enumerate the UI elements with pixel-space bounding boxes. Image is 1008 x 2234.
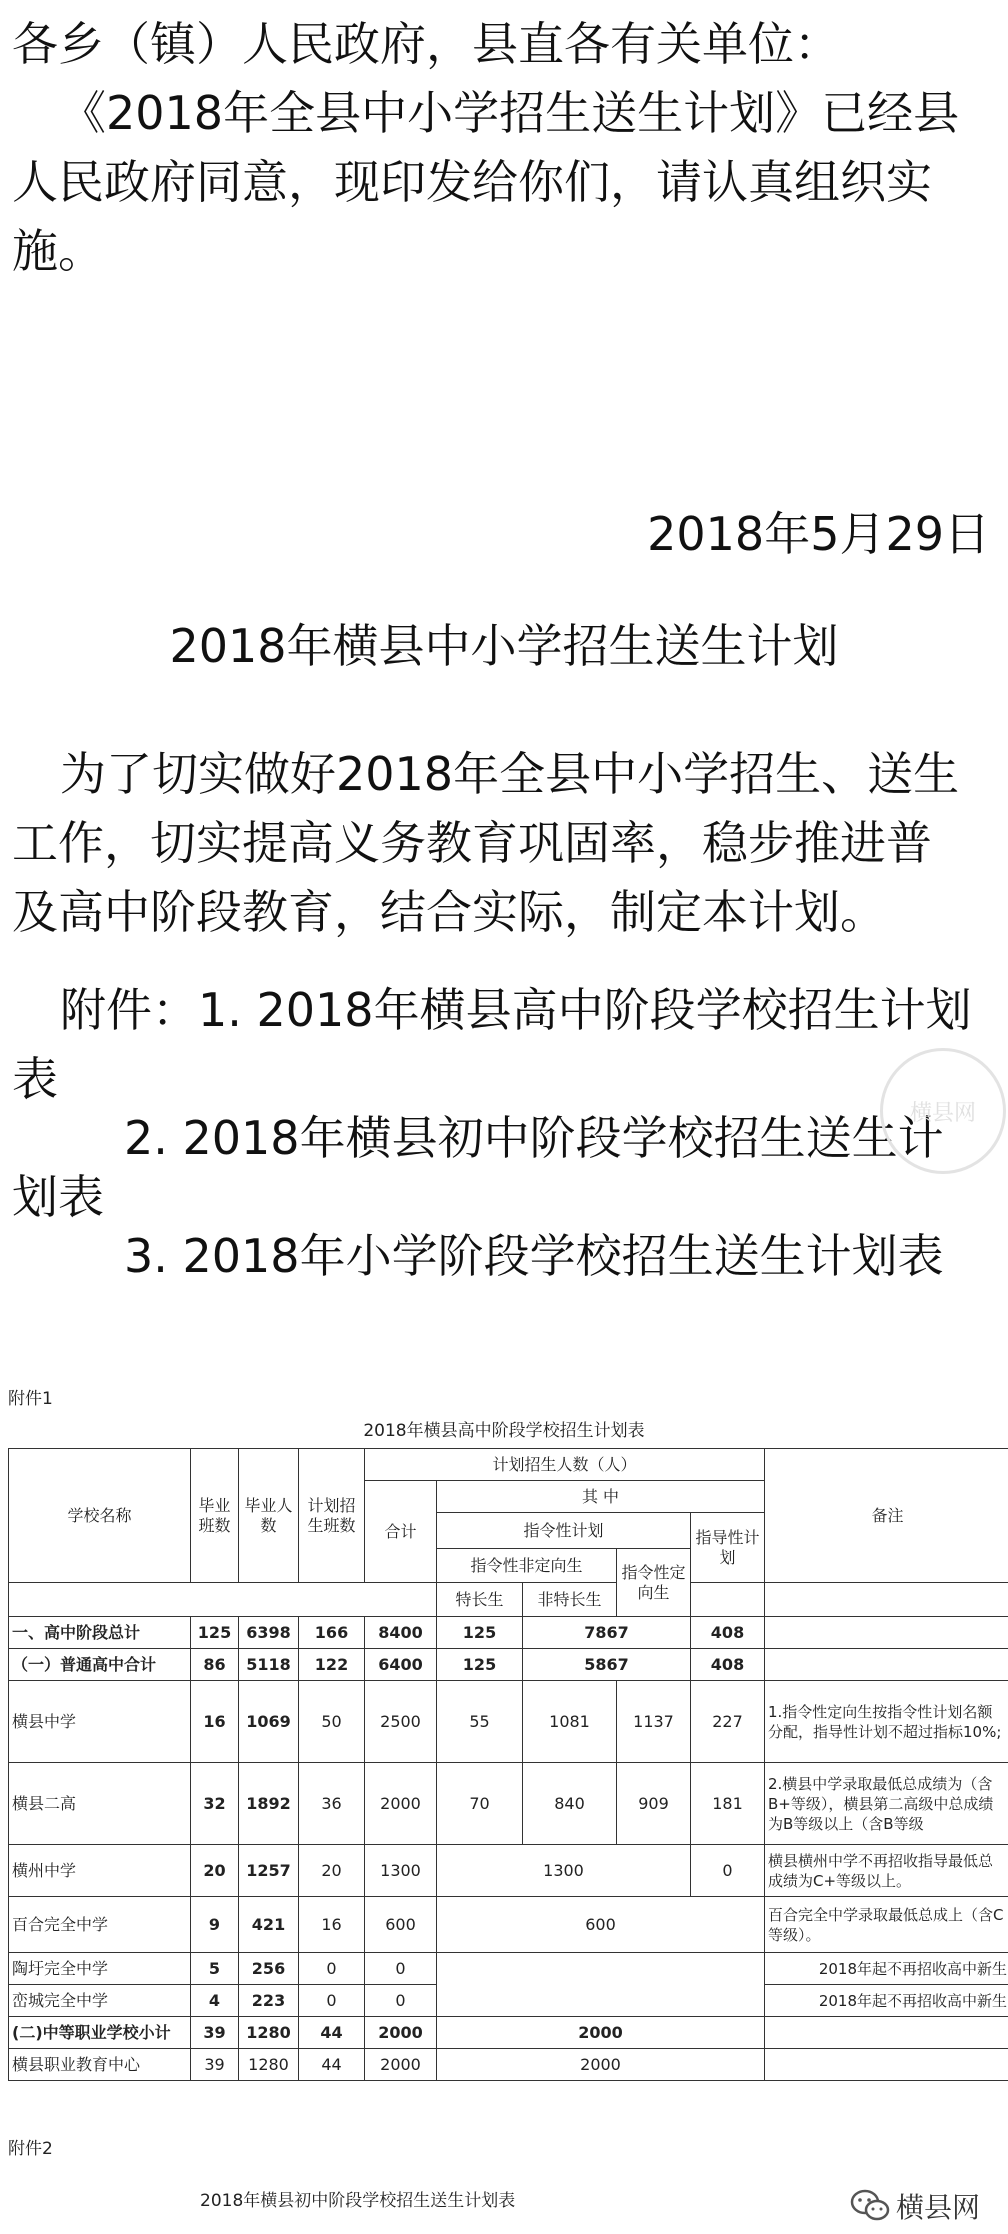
cell-remark: 2.横县中学录取最低总成绩为（含B+等级），横县第二高级中总成绩为B等级以上（含B等级 xyxy=(765,1763,1008,1845)
cell-grad-classes: 16 xyxy=(191,1681,239,1763)
cell-grad-students: 256 xyxy=(239,1953,299,1985)
table-row xyxy=(9,1897,1008,1953)
cell-grad-students: 5118 xyxy=(239,1649,299,1681)
th-remarks: 备注 xyxy=(765,1449,1008,1583)
cell-name: 峦城完全中学 xyxy=(9,1985,191,2017)
plan-title: 2018年横县中小学招生送生计划 xyxy=(169,619,839,673)
cell-directive: 2000 xyxy=(437,2049,765,2081)
cell-name: 横县职业教育中心 xyxy=(9,2049,191,2081)
cell-targeted: 909 xyxy=(617,1763,691,1845)
cell-directive: 5867 xyxy=(523,1649,691,1681)
cell-grad-classes: 9 xyxy=(191,1897,239,1953)
cell-grad-students: 1257 xyxy=(239,1845,299,1897)
header-row-5 xyxy=(9,1583,1008,1617)
header-row-1 xyxy=(9,1449,1008,1481)
cell-total: 8400 xyxy=(365,1617,437,1649)
cell-name: 百合完全中学 xyxy=(9,1897,191,1953)
notice-body-line-3: 施。 xyxy=(12,224,104,278)
cell-total: 0 xyxy=(365,1985,437,2017)
cell-planned-classes: 166 xyxy=(299,1617,365,1649)
table-row xyxy=(9,2017,1008,2049)
plan-intro-line-1: 为了切实做好2018年全县中小学招生、送生 xyxy=(60,747,960,801)
cell-directive: 1300 xyxy=(437,1845,691,1897)
brand-logo-text: 横县网 xyxy=(896,2191,981,2224)
cell-planned-classes: 0 xyxy=(299,1953,365,1985)
cell-grad-students: 1280 xyxy=(239,2017,299,2049)
cell-remark: 2018年起不再招收高中新生 xyxy=(765,1953,1008,1985)
attachment1-label: 附件1 xyxy=(8,1389,53,1409)
table-row xyxy=(9,1985,1008,2017)
attachment2-label: 附件2 xyxy=(8,2139,53,2159)
cell-guidance: 181 xyxy=(691,1763,765,1845)
cell-total: 6400 xyxy=(365,1649,437,1681)
cell-total: 2500 xyxy=(365,1681,437,1763)
cell-grad-classes: 125 xyxy=(191,1617,239,1649)
cell-directive: 600 xyxy=(437,1897,765,1953)
cell-grad-students: 421 xyxy=(239,1897,299,1953)
notice-date: 2018年5月29日 xyxy=(647,507,990,561)
attachment1-table xyxy=(8,1448,1008,2081)
cell-total: 2000 xyxy=(365,2017,437,2049)
cell-grad-classes: 5 xyxy=(191,1953,239,1985)
annex-line-5: 3. 2018年小学阶段学校招生送生计划表 xyxy=(124,1229,944,1283)
th-nonspecial: 非特长生 xyxy=(523,1583,617,1617)
cell-special: 125 xyxy=(437,1649,523,1681)
cell-directive: 7867 xyxy=(523,1617,691,1649)
cell-remark xyxy=(765,1649,1008,1681)
cell-remark: 1.指令性定向生按指令性计划名额分配，指导性计划不超过指标10%; xyxy=(765,1681,1008,1763)
cell-grad-students: 1280 xyxy=(239,2049,299,2081)
cell-special: 70 xyxy=(437,1763,523,1845)
th-plan-group: 计划招生人数（人） xyxy=(365,1449,765,1481)
th-of-which: 其 中 xyxy=(437,1481,765,1513)
cell-guidance: 408 xyxy=(691,1649,765,1681)
attachment1-table-title: 2018年横县高中阶段学校招生计划表 xyxy=(363,1421,645,1441)
th-special: 特长生 xyxy=(437,1583,523,1617)
cell-special: 125 xyxy=(437,1617,523,1649)
cell-total: 0 xyxy=(365,1953,437,1985)
cell-planned-classes: 36 xyxy=(299,1763,365,1845)
cell-remark: 百合完全中学录取最低总成上（含C等级）。 xyxy=(765,1897,1008,1953)
annex-line-1: 附件：1. 2018年横县高中阶段学校招生计划 xyxy=(60,983,972,1037)
attachment2-table-title: 2018年横县初中阶段学校招生送生计划表 xyxy=(200,2191,516,2211)
cell-name: 横县二高 xyxy=(9,1763,191,1845)
salutation: 各乡（镇）人民政府，县直各有关单位： xyxy=(12,17,840,71)
cell-planned-classes: 122 xyxy=(299,1649,365,1681)
table-row xyxy=(9,1845,1008,1897)
th-targeted: 指令性定向生 xyxy=(617,1549,691,1617)
th-total: 合计 xyxy=(365,1481,437,1583)
table-row xyxy=(9,1649,1008,1681)
cell-grad-classes: 39 xyxy=(191,2017,239,2049)
cell-grad-classes: 32 xyxy=(191,1763,239,1845)
watermark-seal xyxy=(880,1048,1006,1174)
cell-name: 横州中学 xyxy=(9,1845,191,1897)
cell-total: 600 xyxy=(365,1897,437,1953)
cell-special: 55 xyxy=(437,1681,523,1763)
cell-name: （一）普通高中合计 xyxy=(9,1649,191,1681)
cell-planned-classes: 44 xyxy=(299,2017,365,2049)
cell-blank xyxy=(437,1985,765,2017)
table-row xyxy=(9,1681,1008,1763)
annex-line-4: 划表 xyxy=(12,1170,104,1224)
cell-planned-classes: 44 xyxy=(299,2049,365,2081)
cell-guidance: 0 xyxy=(691,1845,765,1897)
cell-grad-students: 1892 xyxy=(239,1763,299,1845)
cell-remark xyxy=(765,1617,1008,1649)
th-directive: 指令性计划 xyxy=(437,1513,691,1549)
cell-blank xyxy=(437,1953,765,1985)
notice-body-line-1: 《2018年全县中小学招生送生计划》已经县 xyxy=(60,86,960,140)
cell-directive: 2000 xyxy=(437,2017,765,2049)
th-planned-classes: 计划招生班数 xyxy=(299,1449,365,1583)
cell-grad-students: 223 xyxy=(239,1985,299,2017)
th-school: 学校名称 xyxy=(9,1449,191,1583)
cell-name: (二)中等职业学校小计 xyxy=(9,2017,191,2049)
cell-planned-classes: 20 xyxy=(299,1845,365,1897)
cell-remark: 2018年起不再招收高中新生 xyxy=(765,1985,1008,2017)
annex-line-2: 表 xyxy=(12,1052,58,1106)
cell-planned-classes: 0 xyxy=(299,1985,365,2017)
watermark-text: 横县网 xyxy=(909,1100,976,1126)
cell-total: 2000 xyxy=(365,2049,437,2081)
th-grad-students: 毕业人数 xyxy=(239,1449,299,1583)
cell-guidance: 227 xyxy=(691,1681,765,1763)
cell-name: 一、高中阶段总计 xyxy=(9,1617,191,1649)
th-directive-nontargeted: 指令性非定向生 xyxy=(437,1549,617,1583)
cell-remark: 横县横州中学不再招收指导最低总成绩为C+等级以上。 xyxy=(765,1845,1008,1897)
cell-remark xyxy=(765,2017,1008,2049)
cell-name: 横县中学 xyxy=(9,1681,191,1763)
table-row xyxy=(9,1953,1008,1985)
cell-grad-students: 6398 xyxy=(239,1617,299,1649)
th-grad-classes: 毕业班数 xyxy=(191,1449,239,1583)
table-row xyxy=(9,2049,1008,2081)
cell-planned-classes: 16 xyxy=(299,1897,365,1953)
cell-name: 陶圩完全中学 xyxy=(9,1953,191,1985)
cell-total: 1300 xyxy=(365,1845,437,1897)
cell-nonspecial: 840 xyxy=(523,1763,617,1845)
plan-intro-line-3: 及高中阶段教育，结合实际，制定本计划。 xyxy=(12,885,886,939)
notice-body-line-2: 人民政府同意，现印发给你们，请认真组织实 xyxy=(12,155,932,209)
cell-targeted: 1137 xyxy=(617,1681,691,1763)
th-guidance: 指导性计划 xyxy=(691,1513,765,1583)
cell-grad-classes: 86 xyxy=(191,1649,239,1681)
cell-total: 2000 xyxy=(365,1763,437,1845)
cell-grad-classes: 4 xyxy=(191,1985,239,2017)
cell-grad-classes: 39 xyxy=(191,2049,239,2081)
annex-line-3: 2. 2018年横县初中阶段学校招生送生计 xyxy=(124,1111,944,1165)
cell-guidance: 408 xyxy=(691,1617,765,1649)
plan-intro-line-2: 工作，切实提高义务教育巩固率，稳步推进普 xyxy=(12,816,932,870)
table-row xyxy=(9,1617,1008,1649)
cell-remark xyxy=(765,2049,1008,2081)
cell-planned-classes: 50 xyxy=(299,1681,365,1763)
wechat-icon xyxy=(850,2189,890,2223)
cell-grad-classes: 20 xyxy=(191,1845,239,1897)
cell-grad-students: 1069 xyxy=(239,1681,299,1763)
brand-logo xyxy=(850,2186,980,2226)
cell-nonspecial: 1081 xyxy=(523,1681,617,1763)
table-row xyxy=(9,1763,1008,1845)
